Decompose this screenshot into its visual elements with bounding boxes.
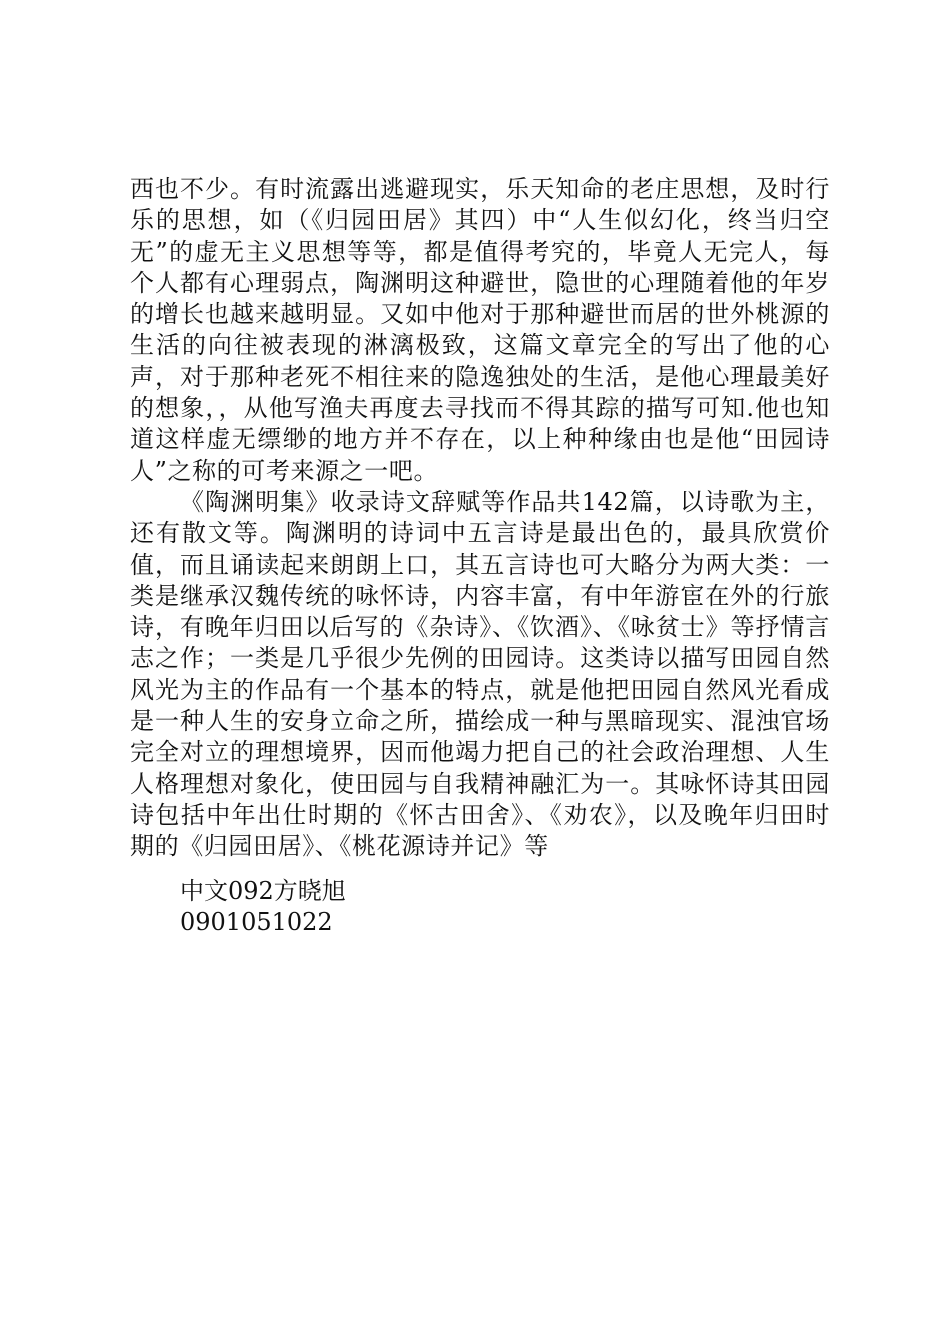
author-student-id: 0901051022: [180, 908, 333, 937]
author-signature: [180, 876, 346, 939]
body-text: [130, 174, 830, 863]
author-class-name: 中文092方晓旭: [180, 877, 346, 905]
paragraph-2: 《陶渊明集》收录诗文辞赋等作品共142篇，以诗歌为主，还有散文等。陶渊明的诗词中五言诗是最出色的，最具欣赏价值，而且诵读起来朗朗上口，其五言诗也可大略分为两大类：一类是继承汉魏传统的咏怀诗，内容丰富，有中年游宦在外的行旅诗，有晚年归田以后写的《杂诗》、《饮酒》、《咏贫士》等抒情言志之作；一类是几乎很少先例的田园诗。这类诗以描写田园自然风光为主的作品有一个基本的特点，就是他把田园自然风光看成是一种人生的安身立命之所，描绘成一种与黑暗现实、混浊官场完全对立的理想境界，因而他竭力把自己的社会政治理想、人生人格理想对象化，使田园与自我精神融汇为一。其咏怀诗其田园诗包括中年出仕时期的《怀古田舍》、《劝农》，以及晚年归田时期的《归园田居》、《桃花源诗并记》等: [130, 487, 830, 861]
paragraph-1: 西也不少。有时流露出逃避现实，乐天知命的老庄思想，及时行乐的思想，如（《归园田居》其四）中“人生似幻化，终当归空无”的虚无主义思想等等，都是值得考究的，毕竟人无完人，每个人都有心理弱点，陶渊明这种避世，隐世的心理随着他的年岁的增长也越来越明显。又如中他对于那种避世而居的世外桃源的生活的向往被表现的淋漓极致，这篇文章完全的写出了他的心声，对于那种老死不相往来的隐逸独处的生活，是他心理最美好的想象，，从他写渔夫再度去寻找而不得其踪的描写可知.他也知道这样虚无缥缈的地方并不存在，以上种种缘由也是他“田园诗人”之称的可考来源之一吧。: [130, 175, 830, 485]
